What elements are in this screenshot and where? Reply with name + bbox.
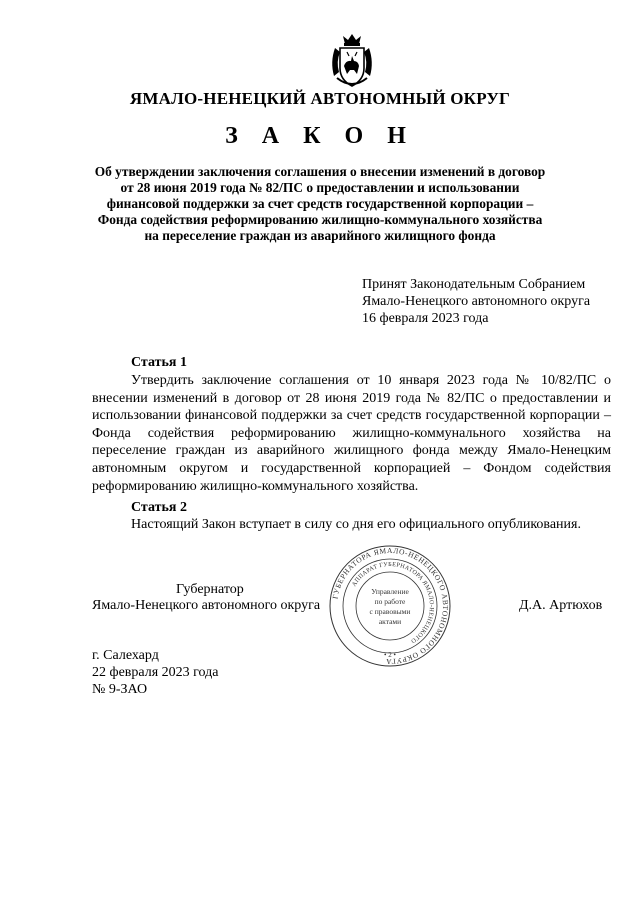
law-title-line: Об утверждении заключения соглашения о внесении изменений в договор bbox=[94, 164, 546, 179]
stamp-center-line: Управление bbox=[371, 587, 409, 596]
adoption-line: Принят Законодательным Собранием bbox=[362, 277, 586, 292]
law-number: № 9-ЗАО bbox=[92, 682, 148, 697]
stamp-number: • 2 • bbox=[384, 651, 396, 659]
coat-of-arms-emblem bbox=[327, 32, 377, 90]
law-title bbox=[92, 164, 548, 244]
official-stamp bbox=[328, 544, 452, 668]
document-type: З А К О Н bbox=[225, 123, 415, 149]
stamp-center-line: актами bbox=[378, 617, 402, 626]
law-title-line: Фонда содействия реформированию жилищно-коммунального хозяйства bbox=[97, 212, 543, 227]
region-heading: ЯМАЛО-НЕНЕЦКИЙ АВТОНОМНЫЙ ОКРУГ bbox=[129, 89, 511, 108]
stamp-center-line: по работе bbox=[374, 597, 406, 606]
article-1-text bbox=[92, 372, 611, 495]
adoption-note bbox=[362, 276, 622, 327]
law-title-line: на переселение граждан из аварийного жилищного фонда bbox=[144, 228, 496, 243]
adoption-line: 16 февраля 2023 года bbox=[362, 311, 489, 326]
stamp-ring-text: АППАРАТ ГУБЕРНАТОРА ЯМАЛО-НЕНЕЦКОГО bbox=[350, 560, 436, 645]
signatory-name: Д.А. Артюхов bbox=[519, 598, 603, 613]
article-2-text-content: Настоящий Закон вступает в силу со дня его официального опубликования. bbox=[131, 517, 581, 532]
stamp-outer-text: ГУБЕРНАТОРА ЯМАЛО-НЕНЕЦКОГО АВТОНОМНОГО ОКРУГА bbox=[330, 545, 451, 667]
stamp-center-line: с правовыми bbox=[369, 607, 411, 616]
adoption-line: Ямало-Ненецкого автономного округа bbox=[362, 294, 591, 309]
article-2-text bbox=[92, 516, 611, 534]
signatory-title: Губернатор bbox=[176, 582, 244, 597]
article-1-text-content: Утвердить заключение соглашения от 10 января 2023 года № 10/82/ПС о внесении изменений в договор от 28 июня 2019 года № 82/ПС о предоставлении и использовании финансовой поддержки за счет средств государственной корпорации – Фонда содействия реформированию жилищно-коммунального хозяйства на переселение граждан из аварийного жилищного фонда между Ямало-Ненецким автономным округом и государственной корпорацией – Фондом содействия реформированию жилищно-коммунального хозяйства. bbox=[92, 373, 611, 494]
place-of-signing: г. Салехард bbox=[92, 648, 159, 663]
law-title-line: финансовой поддержки за счет средств государственной корпорации – bbox=[106, 196, 534, 211]
signing-date: 22 февраля 2023 года bbox=[92, 665, 219, 680]
article-2-heading: Статья 2 bbox=[131, 500, 187, 515]
document-footer bbox=[92, 647, 219, 698]
article-1-heading: Статья 1 bbox=[131, 355, 187, 370]
law-title-line: от 28 июня 2019 года № 82/ПС о предоставлении и использовании bbox=[120, 180, 520, 195]
signatory-region: Ямало-Ненецкого автономного округа bbox=[92, 598, 321, 613]
